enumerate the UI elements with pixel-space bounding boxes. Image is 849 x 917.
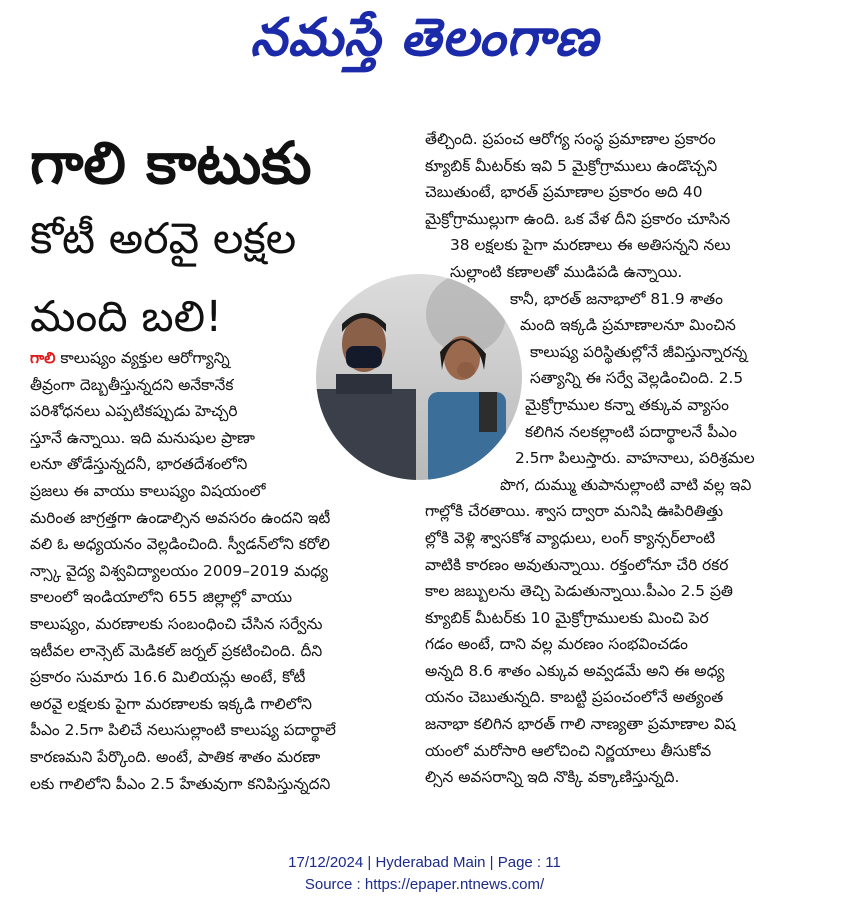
right-column-line: కాల జబ్బులను తెచ్చి పెడుతున్నాయి.పీఎం 2.5 ప్రతి xyxy=(425,582,733,601)
left-column-line: ప్రజలు ఈ వాయు కాలుష్యం విషయంలో xyxy=(30,481,266,500)
right-column-line: యనం చెబుతున్నది. కాబట్టి ప్రపంచంలోనే అత్యంత xyxy=(425,688,724,707)
article-right-column xyxy=(425,126,810,791)
footer-source: Source : https://epaper.ntnews.com/ xyxy=(304,876,545,893)
left-column-line: స్తూనే ఉన్నాయి. ఇది మనుషుల ప్రాణా xyxy=(30,428,255,447)
left-column-line: లకు గాలిలోని పీఎం 2.5 హేతువుగా కనిపిస్తున్నదని xyxy=(30,774,331,793)
left-column-line: కారణమని పేర్కొంది. అంటే, పాతిక శాతం మరణా xyxy=(30,747,321,766)
left-column-line: వలి ఓ అధ్యయనం వెల్లడించింది. స్వీడన్‌లోని కరోలి xyxy=(30,535,330,554)
right-column-line: కానీ, భారత్ జనాభాలో 81.9 శాతం xyxy=(510,289,723,308)
right-column-line: ల్లోకి వెళ్లి శ్వాసకోశ వ్యాధులు, లంగ్ క్యాన్సర్‌లాంటి xyxy=(425,528,716,547)
right-column-line: చెబుతుంటే, భారత్ ప్రమాణాల ప్రకారం అది 40 xyxy=(425,183,703,202)
article-left-column xyxy=(30,345,422,797)
right-column-line: కాలుష్య పరిస్థితుల్లోనే జీవిస్తున్నారన్న xyxy=(530,342,748,361)
right-column-line: యంలో మరోసారి ఆలోచించి నిర్ణయాలు తీసుకోవ xyxy=(425,741,712,760)
left-column-line: మరింత జాగ్రత్తగా ఉండాల్సిన అవసరం ఉందని ఇటీ xyxy=(30,508,331,527)
headline-line-1: గాలి కాటుకు xyxy=(30,129,312,197)
left-column-line: లనూ తోడేస్తున్నదనీ, భారతదేశంలోని xyxy=(30,455,248,474)
right-column-line: గడం అంటే, దాని వల్ల మరణం సంభవించడం xyxy=(425,635,688,654)
right-column-line: జనాభా కలిగిన భారత్ గాలి నాణ్యతా ప్రమాణాల విష xyxy=(425,715,736,734)
left-column-line: న్స్కా వైద్య విశ్వవిద్యాలయం 2009–2019 మధ్య xyxy=(30,561,329,580)
left-column-line: కాలంలో ఇండియాలోని 655 జిల్లాల్లో వాయు xyxy=(30,588,293,607)
left-column-line: గాలి కాలుష్యం వ్యక్తుల ఆరోగ్యాన్ని xyxy=(30,349,230,367)
right-column-line: సుల్లాంటి కణాలతో ముడిపడి ఉన్నాయి. xyxy=(450,262,683,281)
left-column-line: ఇటీవల లాన్సెట్ మెడికల్ జర్నల్ ప్రకటించింది. దీని xyxy=(30,641,323,660)
right-column-line: మంది ఇక్కడి ప్రమాణాలనూ మించిన xyxy=(520,316,736,335)
headline-line-3: మంది బలి! xyxy=(30,292,223,342)
left-column-line: కాలుష్యం, మరణాలకు సంబంధించి చేసిన సర్వేను xyxy=(30,614,323,633)
left-column-line: అరవై లక్షలకు పైగా మరణాలకు ఇక్కడి గాలిలోని xyxy=(30,694,312,713)
right-column-line: పొగ, దుమ్ము తుపానుల్లాంటి వాటి వల్ల ఇవి xyxy=(500,475,752,494)
right-column-line: 2.5గా పిలుస్తారు. వాహనాలు, పరిశ్రమల xyxy=(515,449,755,468)
footer-date-edition: 17/12/2024 | Hyderabad Main | Page : 11 xyxy=(288,854,561,871)
left-column-line: పీఎం 2.5గా పిలిచే నలుసుల్లాంటి కాలుష్య పదార్థాలే xyxy=(30,721,336,740)
headline-line-2: కోటీ అరవై లక్షల xyxy=(30,214,297,264)
masthead-logo: నమస్తే తెలంగాణ xyxy=(250,8,599,68)
left-column-line: తీవ్రంగా దెబ్బతీస్తున్నదని అనేకానేక xyxy=(30,375,234,394)
right-column-line: సత్యాన్ని ఈ సర్వే వెల్లడించింది. 2.5 xyxy=(530,369,744,388)
right-column-line: మైక్రోగ్రాముల్లుగా ఉంది. ఒక వేళ దీని ప్రకారం చూసిన xyxy=(425,209,731,228)
right-column-line: ల్సిన అవసరాన్ని ఇది నొక్కి వక్కాణిస్తున్నది. xyxy=(425,768,680,787)
right-column-line: గాల్లోకి చేరతాయి. శ్వాస ద్వారా మనిషి ఊపిరితిత్తు xyxy=(425,502,724,521)
left-column-line: పరిశోధనలు ఎప్పటికప్పుడు హెచ్చరి xyxy=(30,402,238,421)
right-column-line: కలిగిన నలకల్లాంటి పదార్థాలనే పీఎం xyxy=(525,422,737,441)
right-column-line: క్యూబిక్ మీటర్‌కు 10 మైక్రోగ్రాములకు మించి పెర xyxy=(425,608,709,627)
right-column-line: అన్నది 8.6 శాతం ఎక్కువ అవ్వడమే అని ఈ అధ్య xyxy=(425,661,725,680)
right-column-line: క్యూబిక్ మీటర్‌కు ఇవి 5 మైక్రోగ్రాములు ఉండొచ్చని xyxy=(425,156,718,175)
article-dropcap: గాలి xyxy=(30,349,56,367)
right-column-line: 38 లక్షలకు పైగా మరణాలు ఈ అతిసన్నని నలు xyxy=(450,236,731,255)
right-column-line: వాటికి కారణం అవుతున్నాయి. రక్తంలోనూ చేరి రకర xyxy=(425,555,729,574)
right-column-line: తేల్చింది. ప్రపంచ ఆరోగ్య సంస్థ ప్రమాణాల ప్రకారం xyxy=(425,130,716,148)
right-column-line: మైక్రోగ్రాముల కన్నా తక్కువ వ్యాసం xyxy=(525,395,729,414)
left-column-line: ప్రకారం సుమారు 16.6 మిలియన్లు అంటే, కోటీ xyxy=(30,668,306,687)
